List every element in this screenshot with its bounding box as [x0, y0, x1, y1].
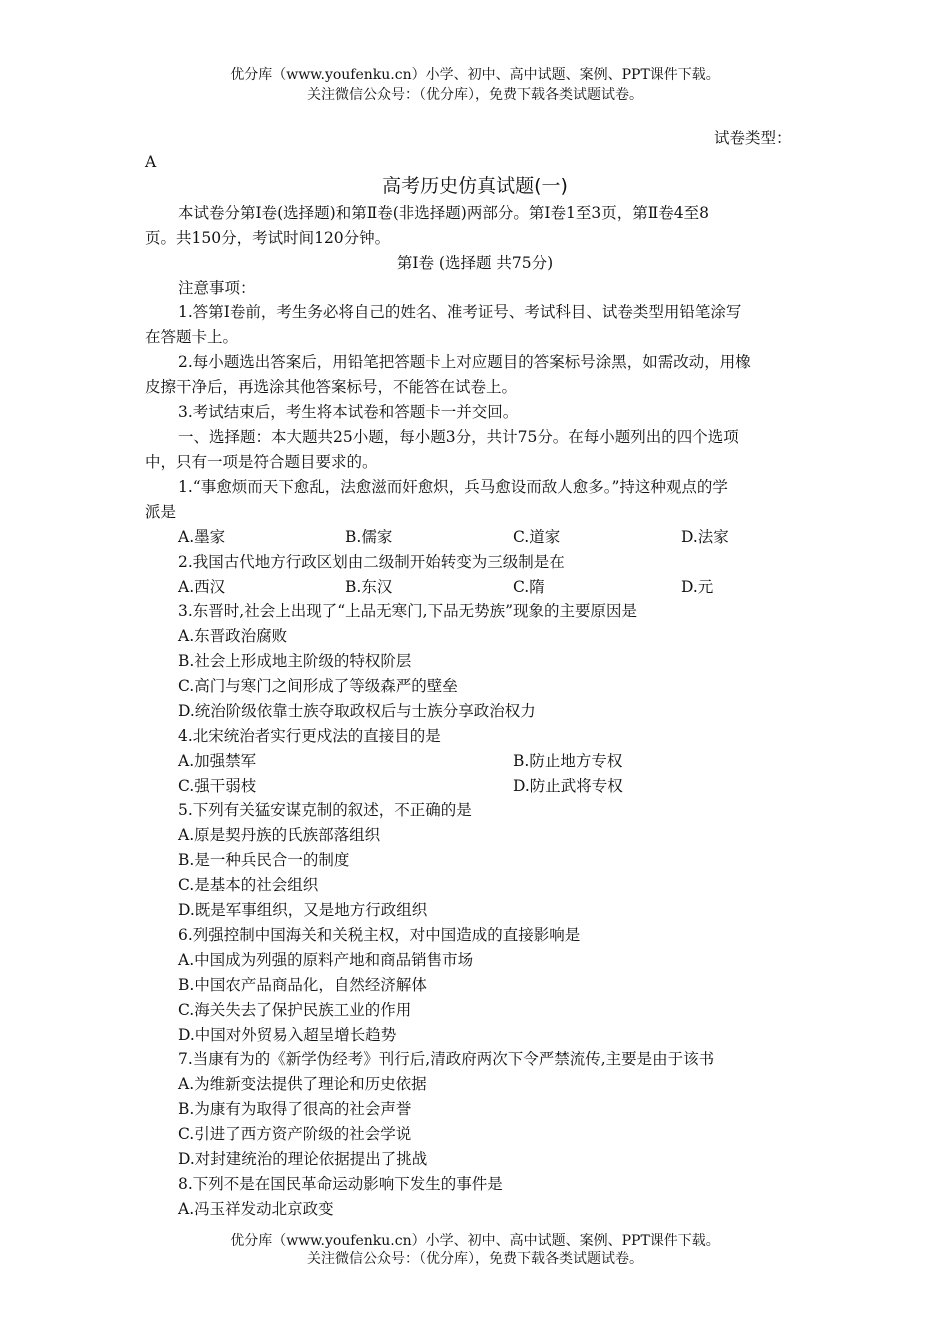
option-c: C.道家 — [513, 528, 561, 546]
question-stem: 6.列强控制中国海关和关税主权，对中国造成的直接影响是 — [178, 926, 581, 944]
option-a: A.西汉 — [178, 578, 226, 596]
option-d: D.法家 — [681, 528, 729, 546]
footer-line-2: 关注微信公众号：（优分库），免费下载各类试题试卷。 — [307, 1251, 643, 1267]
question-stem: 7.当康有为的《新学伪经考》刊行后,清政府两次下令严禁流传,主要是由于该书 — [178, 1050, 715, 1068]
question-stem: 3.东晋时,社会上出现了“上品无寒门,下品无势族”现象的主要原因是 — [178, 602, 637, 620]
option-a: A.原是契丹族的氏族部落组织 — [178, 826, 381, 844]
option-d: D.防止武将专权 — [513, 777, 623, 795]
option-b: B.东汉 — [345, 578, 393, 596]
option-d: D.对封建统治的理论依据提出了挑战 — [178, 1150, 428, 1168]
option-a: A.加强禁军 — [178, 752, 257, 770]
option-a: A.中国成为列强的原料产地和商品销售市场 — [178, 951, 474, 969]
header-line-1: 优分库（www.youfenku.cn）小学、初中、高中试题、案例、PPT课件下载。 — [230, 67, 720, 83]
paper-type-label: 试卷类型： — [714, 129, 792, 147]
question-stem: 8.下列不是在国民革命运动影响下发生的事件是 — [178, 1175, 503, 1193]
note-2-line-2: 皮擦干净后，再选涂其他答案标号，不能答在试卷上。 — [145, 378, 518, 396]
option-b: B.是一种兵民合一的制度 — [178, 851, 350, 869]
question-stem: 4.北宋统治者实行更戍法的直接目的是 — [178, 727, 441, 745]
option-c: C.隋 — [513, 578, 545, 596]
footer-line-1: 优分库（www.youfenku.cn）小学、初中、高中试题、案例、PPT课件下载。 — [230, 1233, 720, 1249]
section-title: 第Ⅰ卷 (选择题 共75分) — [396, 254, 554, 272]
option-b: B.社会上形成地主阶级的特权阶层 — [178, 652, 412, 670]
header-line-2: 关注微信公众号：（优分库），免费下载各类试题试卷。 — [307, 87, 643, 103]
option-d: D.中国对外贸易入超呈增长趋势 — [178, 1026, 397, 1044]
question-stem: 1.“事愈烦而天下愈乱，法愈滋而奸愈炽，兵马愈设而敌人愈多。”持这种观点的学 — [178, 478, 728, 496]
question-stem: 5.下列有关猛安谋克制的叙述，不正确的是 — [178, 801, 472, 819]
option-d: D.统治阶级依靠士族夺取政权后与士族分享政治权力 — [178, 702, 536, 720]
option-c: C.强干弱枝 — [178, 777, 257, 795]
note-2-line-1: 2.每小题选出答案后，用铅笔把答题卡上对应题目的答案标号涂黑，如需改动，用橡 — [178, 353, 751, 371]
option-c: C.海关失去了保护民族工业的作用 — [178, 1001, 412, 1019]
question-stem-continued: 派是 — [145, 503, 177, 521]
paper-type-value: A — [145, 153, 157, 171]
note-1-line-1: 1.答第Ⅰ卷前，考生务必将自己的姓名、准考证号、考试科目、试卷类型用铅笔涂写 — [178, 303, 742, 321]
option-c: C.是基本的社会组织 — [178, 876, 319, 894]
option-b: B.儒家 — [345, 528, 393, 546]
intro-line-2: 页。共150分，考试时间120分钟。 — [145, 229, 391, 247]
intro-line-1: 本试卷分第Ⅰ卷(选择题)和第Ⅱ卷(非选择题)两部分。第Ⅰ卷1至3页，第Ⅱ卷4至8 — [178, 204, 709, 222]
question-stem: 2.我国古代地方行政区划由二级制开始转变为三级制是在 — [178, 553, 565, 571]
note-1-line-2: 在答题卡上。 — [145, 328, 239, 346]
page-title: 高考历史仿真试题(一) — [382, 175, 568, 197]
option-a: A.为维新变法提供了理论和历史依据 — [178, 1075, 427, 1093]
option-b: B.防止地方专权 — [513, 752, 623, 770]
option-c: C.高门与寒门之间形成了等级森严的壁垒 — [178, 677, 458, 695]
option-d: D.元 — [681, 578, 714, 596]
option-b: B.为康有为取得了很高的社会声誉 — [178, 1100, 412, 1118]
notes-heading: 注意事项： — [178, 279, 256, 297]
option-a: A.冯玉祥发动北京政变 — [178, 1200, 334, 1218]
note-3: 3.考试结束后，考生将本试卷和答题卡一并交回。 — [178, 403, 519, 421]
part-one-line-1: 一、选择题：本大题共25小题，每小题3分，共计75分。在每小题列出的四个选项 — [178, 428, 739, 446]
part-one-line-2: 中，只有一项是符合题目要求的。 — [145, 453, 378, 471]
option-b: B.中国农产品商品化，自然经济解体 — [178, 976, 427, 994]
option-d: D.既是军事组织，又是地方行政组织 — [178, 901, 428, 919]
option-c: C.引进了西方资产阶级的社会学说 — [178, 1125, 412, 1143]
option-a: A.东晋政治腐败 — [178, 627, 288, 645]
option-a: A.墨家 — [178, 528, 226, 546]
